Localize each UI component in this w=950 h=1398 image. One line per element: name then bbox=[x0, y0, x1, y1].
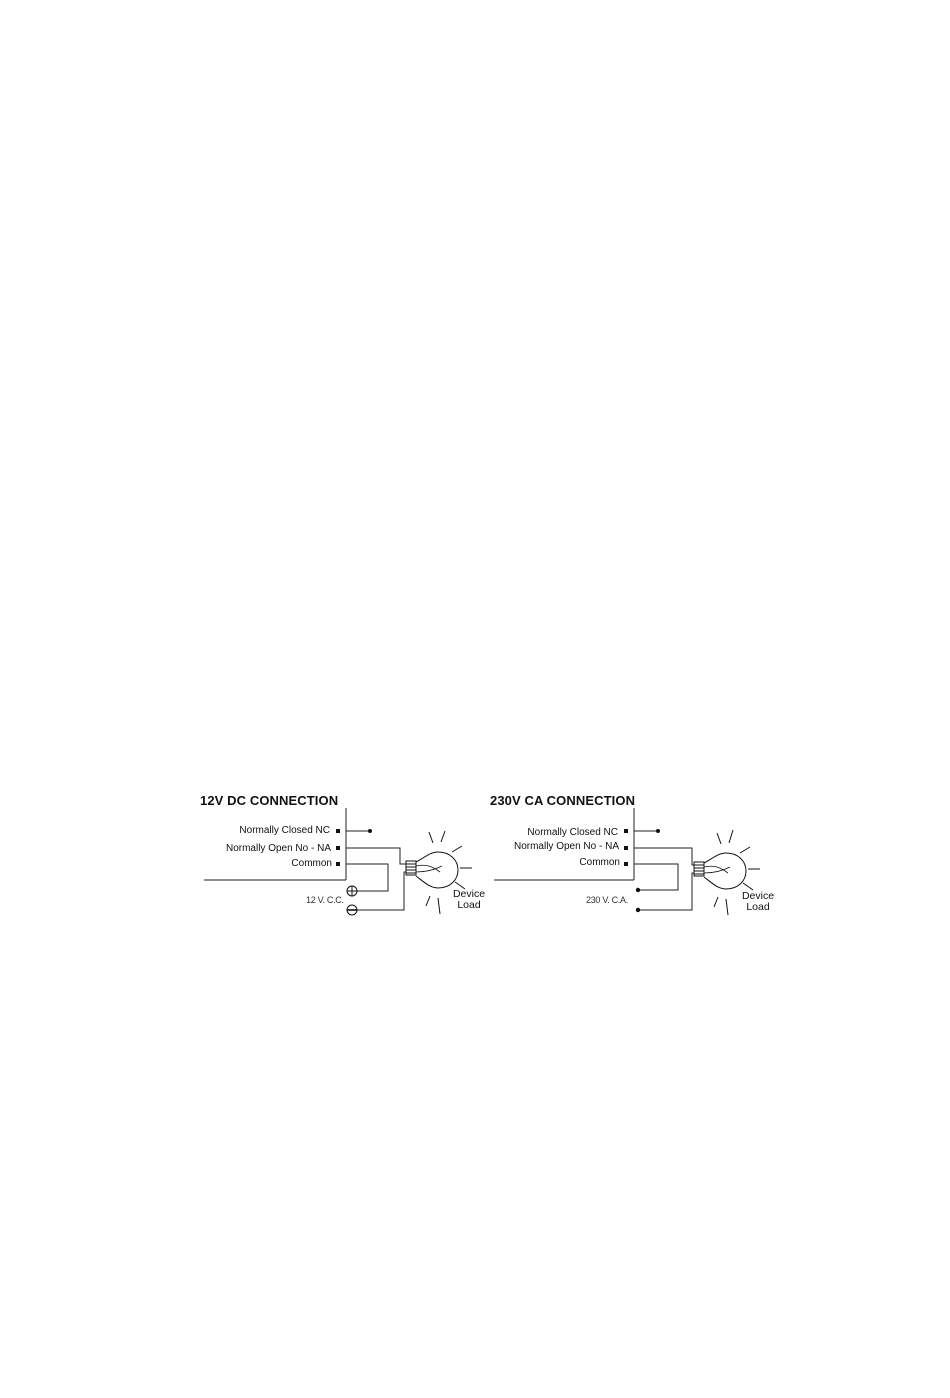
dc-load-line1: Device bbox=[452, 888, 486, 900]
dc-no-label: Normally Open No - NA bbox=[225, 843, 331, 854]
dc-nc-label: Normally Closed NC bbox=[239, 825, 330, 836]
ac-supply-label: 230 V. C.A. bbox=[586, 895, 628, 905]
dc-no-wire bbox=[346, 848, 408, 864]
ac-common-terminal bbox=[624, 862, 628, 866]
dc-no-terminal bbox=[336, 846, 340, 850]
ac-nc-terminal bbox=[624, 829, 628, 833]
ac-common-wire bbox=[634, 864, 678, 890]
ac-supply-terminal-2 bbox=[636, 908, 640, 912]
dc-common-terminal bbox=[336, 862, 340, 866]
ac-nc-label: Normally Closed NC bbox=[527, 827, 618, 838]
ac-load-line1: Device bbox=[741, 890, 775, 902]
ac-load-label bbox=[735, 891, 781, 913]
ac-common-label: Common bbox=[579, 857, 620, 868]
ac-no-terminal bbox=[624, 846, 628, 850]
ac-no-wire bbox=[634, 848, 696, 865]
ac-load-line2: Load bbox=[746, 901, 770, 913]
dc-load-line2: Load bbox=[457, 899, 481, 911]
ac-supply-terminal-1 bbox=[636, 888, 640, 892]
dc-lamp-icon bbox=[406, 831, 472, 914]
ac-title: 230V CA CONNECTION bbox=[490, 793, 636, 808]
dc-title: 12V DC CONNECTION bbox=[200, 793, 339, 808]
dc-plus-terminal-icon bbox=[347, 886, 357, 896]
dc-minus-terminal-icon bbox=[347, 905, 357, 915]
dc-common-label: Common bbox=[291, 858, 332, 869]
dc-nc-end-dot bbox=[368, 829, 372, 833]
ac-lamp-return-wire bbox=[638, 873, 696, 910]
ac-nc-end-dot bbox=[656, 829, 660, 833]
ac-no-label: Normally Open No - NA bbox=[513, 841, 619, 852]
dc-supply-label: 12 V. C.C. bbox=[306, 895, 344, 905]
dc-nc-terminal bbox=[336, 829, 340, 833]
